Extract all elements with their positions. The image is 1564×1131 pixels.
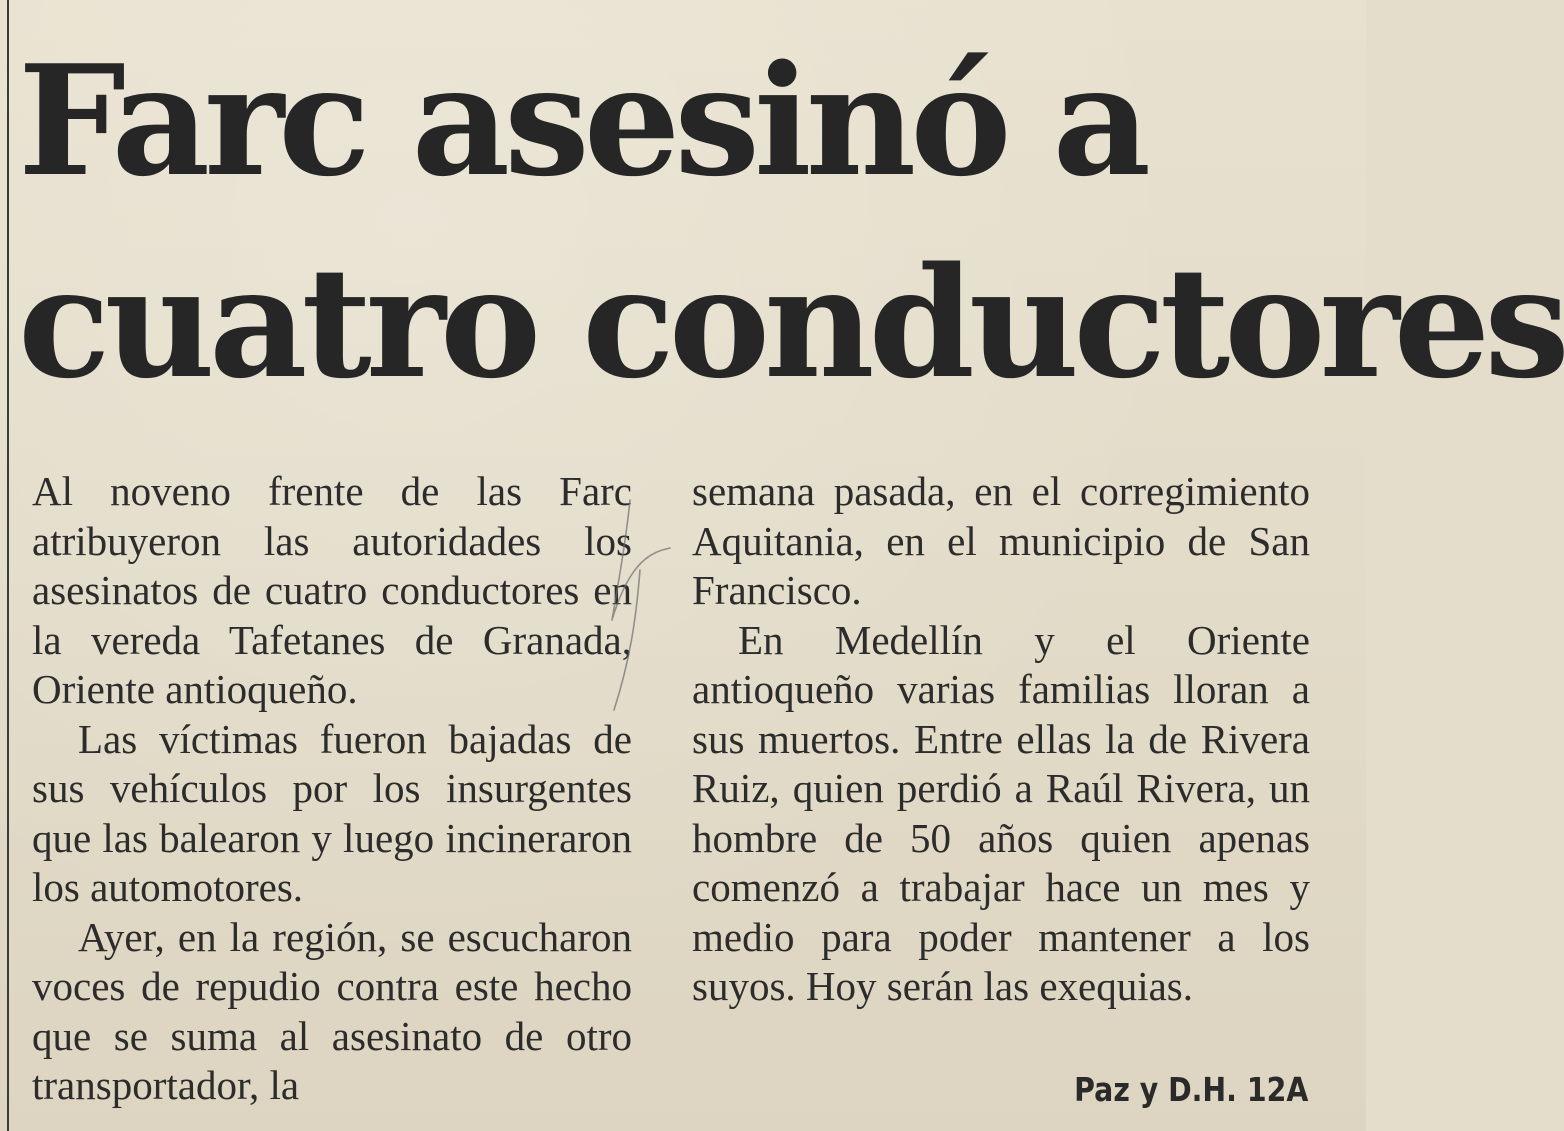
column-rule [7,0,9,1131]
article-column-right [692,467,1310,1012]
article-column-left [32,467,632,1111]
headline-line-2: cuatro conductores [18,233,1564,412]
headline-line-1: Farc asesinó a [18,31,1146,210]
paragraph: Ayer, en la región, se escucharon voces de repudio contra este hecho que se suma al asesinato de otro transportador, la [32,913,632,1108]
paragraph: semana pasada, en el corregimiento Aquitania, en el municipio de San Francisco. [692,468,1310,613]
paragraph: En Medellín y el Oriente antioqueño varias familias lloran a sus muertos. Entre ellas la de Rivera Ruiz, quien perdió a Raúl Rivera, un hombre de 50 años quien apenas comenzó a trabajar hace un mes y medio para poder mantener a los suyos. Hoy serán las exequias. [692,616,1310,1009]
paragraph: Al noveno frente de las Farc atribuyeron las autoridades los asesinatos de cuatro conductores en la vereda Tafetanes de Granada, Oriente antioqueño. [32,468,632,712]
paragraph: Las víctimas fueron bajadas de sus vehículos por los insurgentes que las balearon y luego incineraron los automotores. [32,715,632,910]
headline [18,20,1564,424]
section-reference: Paz y D.H. 12A [1073,1070,1308,1109]
